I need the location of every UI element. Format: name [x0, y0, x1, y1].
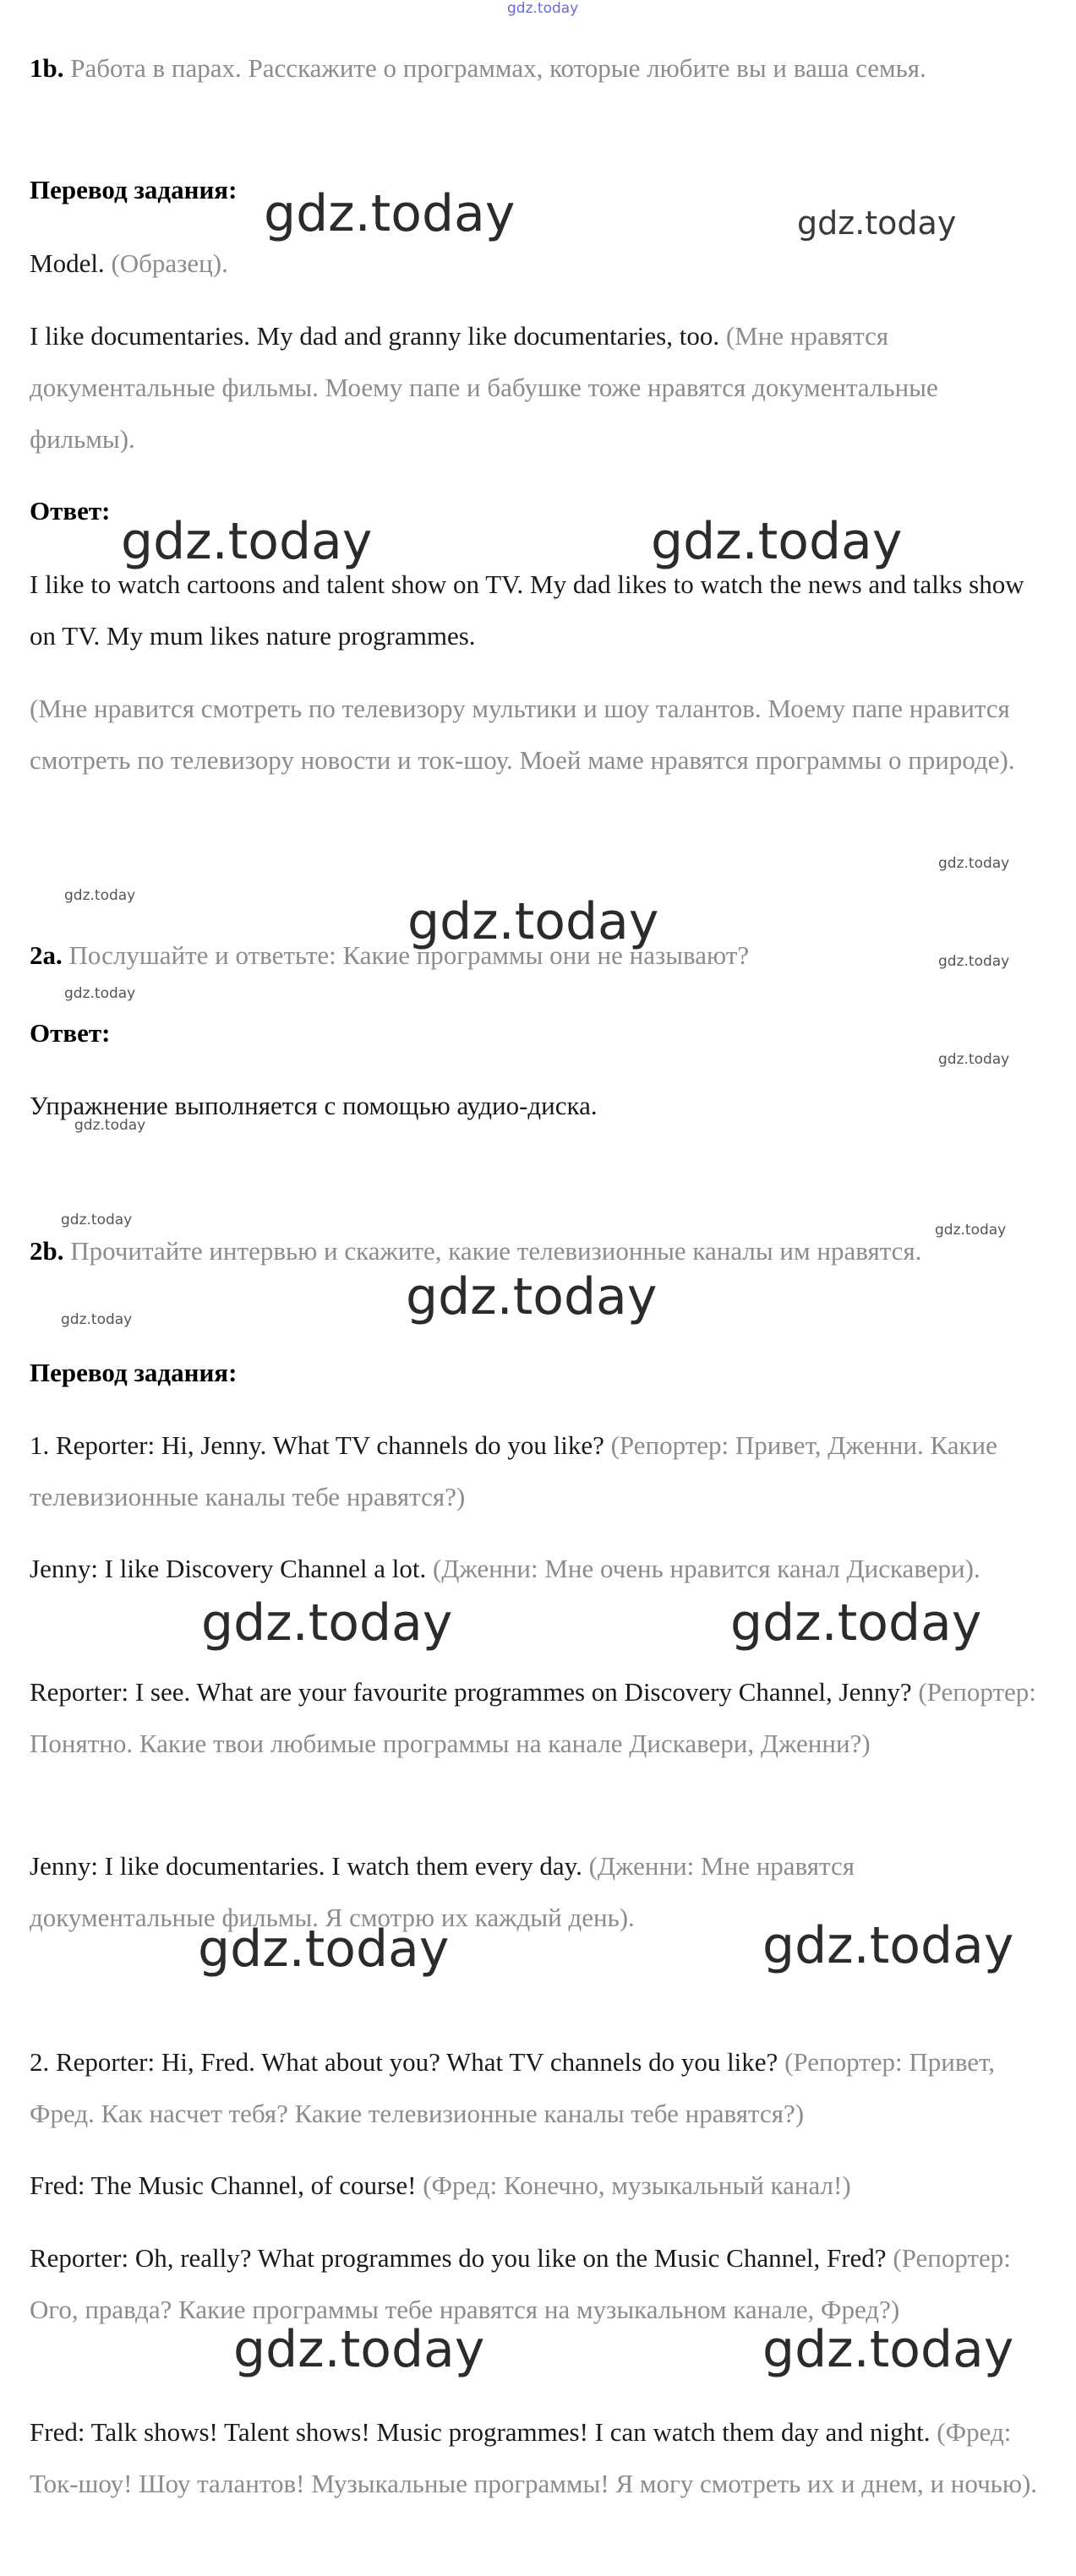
watermark: gdz.today	[730, 1593, 982, 1653]
line-en: Reporter: Oh, really? What programmes do you like on the Music Channel, Fred?	[30, 2243, 887, 2273]
watermark: gdz.today	[198, 1920, 450, 1979]
line-ru: (Репортер: Привет, Фред. Как насчет тебя? Какие телевизионные каналы тебе нравятся?)	[30, 2047, 996, 2128]
exercise-number: 2b.	[30, 1236, 64, 1266]
watermark: gdz.today	[74, 1117, 146, 1134]
watermark: gdz.today	[61, 1212, 133, 1228]
line-en: Fred: The Music Channel, of course!	[30, 2170, 417, 2200]
answer-en: I like to watch cartoons and talent show on TV. My dad likes to watch the news and talks show on TV. My mum likes nature programmes.	[30, 569, 1024, 651]
line-ru: (Дженни: Мне нравятся документальные фильмы. Я смотрю их каждый день).	[30, 1851, 855, 1932]
watermark: gdz.today	[938, 1051, 1010, 1068]
watermark: gdz.today	[407, 892, 659, 951]
watermark: gdz.today	[406, 1267, 658, 1326]
line-ru: (Фред: Конечно, музыкальный канал!)	[423, 2170, 851, 2200]
watermark: gdz.today	[797, 204, 957, 242]
example-ru: (Мне нравятся документальные фильмы. Моему папе и бабушке тоже нравятся документальные фильмы).	[30, 321, 938, 454]
line-en: Fred: Talk shows! Talent shows! Music programmes! I can watch them day and night.	[30, 2417, 931, 2447]
example-en: I like documentaries. My dad and granny like documentaries, too.	[30, 321, 720, 351]
translation-header: Перевод задания:	[30, 175, 238, 204]
answer-text: Упражнение выполняется с помощью аудио-диска.	[30, 1091, 598, 1120]
dialogue-line	[30, 1666, 1044, 1769]
line-en: Reporter: I see. What are your favourite programmes on Discovery Channel, Jenny?	[30, 1677, 912, 1707]
exercise-1b-task	[30, 42, 1044, 94]
answer-header: Ответ:	[30, 1018, 111, 1048]
watermark: gdz.today	[938, 855, 1010, 872]
line-ru: (Репортер: Привет, Дженни. Какие телевизионные каналы тебе нравятся?)	[30, 1430, 997, 1511]
line-en: 1. Reporter: Hi, Jenny. What TV channels do you like?	[30, 1430, 604, 1460]
dialogue-line	[30, 2406, 1044, 2509]
model-ru: (Образец).	[111, 248, 228, 278]
exercise-number: 1b.	[30, 53, 64, 83]
answer-header: Ответ:	[30, 496, 111, 526]
model-en: Model.	[30, 248, 105, 278]
watermark: gdz.today	[264, 184, 516, 243]
watermark: gdz.today	[651, 512, 903, 571]
example-paragraph	[30, 310, 1044, 465]
line-ru: (Дженни: Мне очень нравится канал Дискавери).	[432, 1554, 980, 1583]
task-text: Послушайте и ответьте: Какие программы они не называют?	[68, 940, 750, 970]
watermark: gdz.today	[762, 2320, 1014, 2379]
dialogue-line	[30, 1543, 1044, 1594]
line-en: 2. Reporter: Hi, Fred. What about you? What TV channels do you like?	[30, 2047, 778, 2077]
watermark: gdz.today	[935, 1222, 1007, 1239]
dialogue-line	[30, 2036, 1044, 2139]
watermark: gdz.today	[121, 512, 373, 571]
watermark: gdz.today	[201, 1593, 453, 1653]
answer-ru: (Мне нравится смотреть по телевизору мультики и шоу талантов. Моему папе нравится смотреть по телевизору новости и ток-шоу. Моей маме нравятся программы о природе).	[30, 694, 1015, 775]
watermark: gdz.today	[64, 985, 136, 1002]
watermark-top: gdz.today	[507, 0, 579, 17]
watermark: gdz.today	[233, 2320, 485, 2379]
dialogue-line	[30, 2159, 1044, 2211]
line-ru: (Репортер: Ого, правда? Какие программы тебе нравятся на музыкальном канале, Фред?)	[30, 2243, 1011, 2324]
watermark: gdz.today	[64, 887, 136, 904]
translation-header: Перевод задания:	[30, 1358, 238, 1387]
line-ru: (Фред: Ток-шоу! Шоу талантов! Музыкальные программы! Я могу смотреть их и днем, и ночью).	[30, 2417, 1038, 2498]
line-en: Jenny: I like documentaries. I watch them every day.	[30, 1851, 582, 1881]
exercise-number: 2a.	[30, 940, 63, 970]
task-text: Прочитайте интервью и скажите, какие телевизионные каналы им нравятся.	[70, 1236, 922, 1266]
line-ru: (Репортер: Понятно. Какие твои любимые программы на канале Дискавери, Дженни?)	[30, 1677, 1036, 1758]
dialogue-line	[30, 1419, 1044, 1522]
task-text: Работа в парах. Расскажите о программах, которые любите вы и ваша семья.	[70, 53, 926, 83]
watermark: gdz.today	[61, 1311, 133, 1328]
model-line	[30, 237, 1044, 289]
line-en: Jenny: I like Discovery Channel a lot.	[30, 1554, 427, 1583]
watermark: gdz.today	[762, 1916, 1014, 1975]
watermark: gdz.today	[938, 953, 1010, 970]
